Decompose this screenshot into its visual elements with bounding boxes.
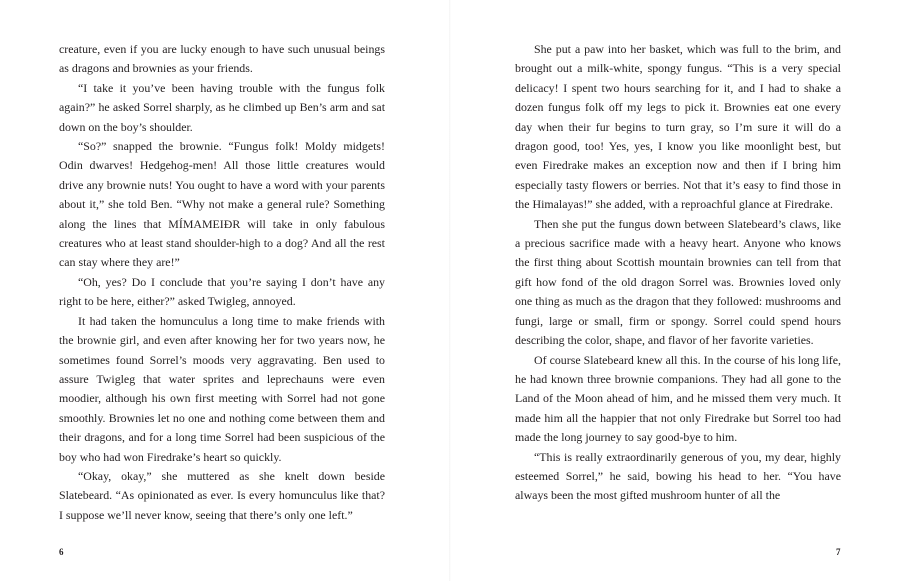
paragraph: “So?” snapped the brownie. “Fungus folk! Moldy midgets! Odin dwarves! Hedgehog-men! All those little creatures would drive any brownie nuts! You ought to have a word with your parents about it,” she told Ben. “Why not make a general rule? Something along the lines that MÍMAMEIÐR will take in only fabulous creatures who at least stand shoulder-high to a dog? And all the rest can stay where they are!” <box>59 139 385 270</box>
gutter-shadow <box>449 0 451 581</box>
paragraph: It had taken the homunculus a long time to make friends with the brownie girl, and even after knowing her for two years now, he sometimes found Sorrel’s moods very aggravating. Ben used to assure Twigleg that water sprites and leprechauns were even moodier, although his own first meeting with Sorrel had not gone smoothly. Brownies let no one and nothing come between them and their dragons, and for a long time Sorrel had been suspicious of the boy who had won Firedrake’s heart so quickly. <box>59 313 385 464</box>
paragraph: “Okay, okay,” she muttered as she knelt down beside Slatebeard. “As opinionated as ever. Is every homunculus like that? I suppose we’ll never know, seeing that there’s only one left.” <box>59 468 385 522</box>
page-number-left: 6 <box>59 547 64 557</box>
paragraph: “I take it you’ve been having trouble with the fungus folk again?” he asked Sorrel sharply, as he climbed up Ben’s arm and sat down on the boy’s shoulder. <box>59 80 385 134</box>
paragraph: “Oh, yes? Do I conclude that you’re saying I don’t have any right to be here, either?” asked Twigleg, annoyed. <box>59 274 385 309</box>
left-page <box>59 40 385 525</box>
paragraph: Then she put the fungus down between Slatebeard’s claws, like a precious sacrifice made with a heavy heart. Anyone who knows the first thing about Scottish mountain brownies can tell from that gift how fond of the old dragon Sorrel was. Brownies loved only one thing as much as the dragon that they followed: mushrooms and fungi, large or small, firm or spongy. Sorrel could spend hours describing the color, shape, and flavor of her favorite varieties. <box>515 216 841 348</box>
paragraph: She put a paw into her basket, which was full to the brim, and brought out a milk-white, spongy fungus. “This is a very special delicacy! I spent two hours searching for it, and I had to shake a dozen fungus folk off my legs to pick it. Brownies eat one every day when their fur begins to turn gray, so I’m sure it will do a dragon good, too! Yes, yes, I know you like moonlight best, but even Firedrake makes an exception now and then if I bring him especially tasty flowers or berries. Not that it’s easy to find those in the Himalayas!” she added, with a reproachful glance at Firedrake. <box>515 42 841 212</box>
right-page <box>515 40 841 506</box>
paragraph: Of course Slatebeard knew all this. In the course of his long life, he had known three brownie companions. They had all gone to the Land of the Moon ahead of him, and he missed them very much. It made him all the happier that not only Firedrake but Sorrel too had made the long journey to say good-bye to him. <box>515 352 841 445</box>
paragraph: “This is really extraordinarily generous of you, my dear, highly esteemed Sorrel,” he said, bowing his head to her. “You have always been the most gifted mushroom hunter of all the <box>515 449 841 503</box>
paragraph: creature, even if you are lucky enough to have such unusual beings as dragons and brownies as your friends. <box>59 42 385 76</box>
page-number-right: 7 <box>836 547 841 557</box>
